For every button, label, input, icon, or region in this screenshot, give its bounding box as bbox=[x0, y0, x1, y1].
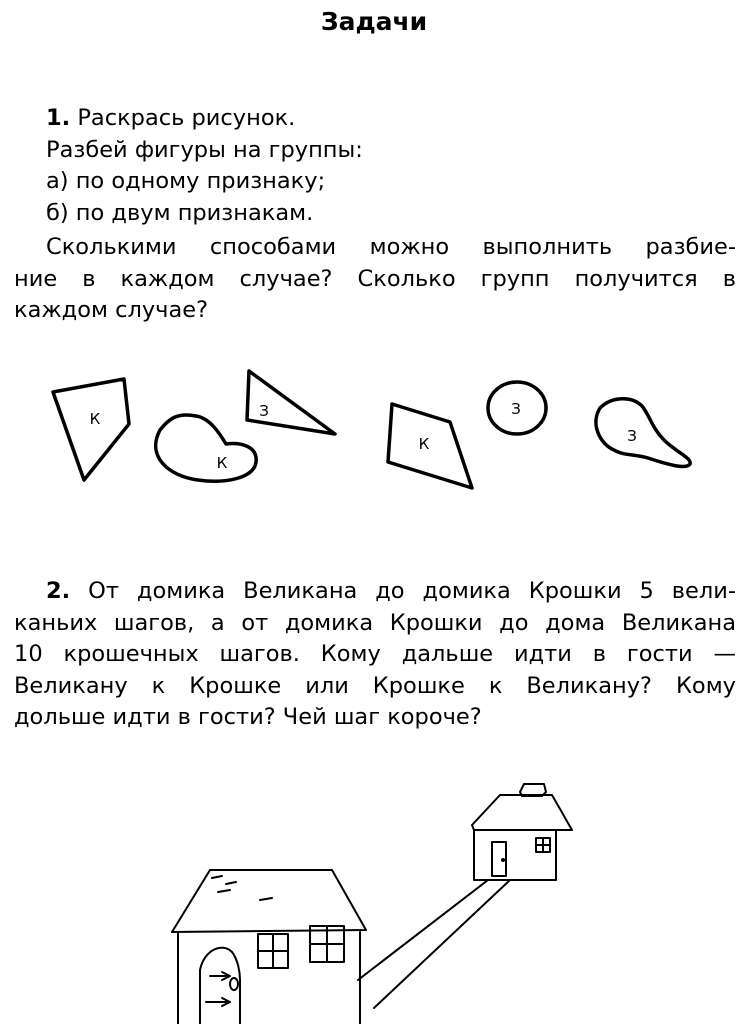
shape-label-2: К bbox=[216, 454, 228, 472]
shape-label-1: К bbox=[89, 410, 101, 428]
task1-line3: а) по одному признаку; bbox=[46, 168, 326, 194]
task1-instruction: Раскрась рисунок. bbox=[77, 105, 296, 131]
task1-question-line3: каждом случае? bbox=[14, 297, 209, 323]
task2-line5: дольше идти в гости? Чей шаг короче? bbox=[14, 704, 482, 730]
task2-line3: 10 крошечных шагов. Кому дальше идти в гости — bbox=[14, 641, 736, 667]
task1-line4: б) по двум признакам. bbox=[46, 199, 314, 226]
page-title: Задачи bbox=[320, 7, 428, 36]
task2-number: 2. bbox=[46, 578, 71, 604]
quadrilateral-shape-2 bbox=[388, 404, 472, 488]
shape-label-3: З bbox=[259, 402, 269, 420]
task1-question-line2: ние в каждом случае? Сколько групп получится в bbox=[14, 265, 736, 292]
quadrilateral-shape-1 bbox=[53, 379, 129, 480]
houses-illustration bbox=[0, 780, 748, 1024]
shape-label-6: З bbox=[627, 427, 637, 445]
big-house-drawing bbox=[172, 870, 366, 1024]
task1-number: 1. bbox=[46, 105, 71, 131]
small-house-drawing bbox=[472, 784, 572, 880]
blob-shape-2 bbox=[596, 399, 690, 467]
task1-line2: Разбей фигуры на группы: bbox=[46, 136, 363, 163]
task1-line1 bbox=[46, 103, 736, 135]
road-path bbox=[358, 880, 510, 1008]
shape-label-5: З bbox=[511, 400, 521, 418]
task2-line1: 2. От домика Великана до домика Крошки 5 вели- bbox=[46, 578, 737, 604]
blob-shape-1 bbox=[156, 415, 256, 481]
task1-question bbox=[14, 232, 736, 327]
shape-label-4: К bbox=[418, 435, 430, 453]
task2-line4: Великану к Крошке или Крошке к Великану? Кому bbox=[14, 672, 736, 699]
task1-text bbox=[46, 103, 736, 229]
task1-question-line1: Сколькими способами можно выполнить разбие- bbox=[46, 234, 736, 260]
task2-text bbox=[14, 576, 736, 734]
task1-shapes bbox=[0, 360, 748, 510]
task2-line2: каньих шагов, а от домика Крошки до дома Великана bbox=[14, 609, 736, 636]
